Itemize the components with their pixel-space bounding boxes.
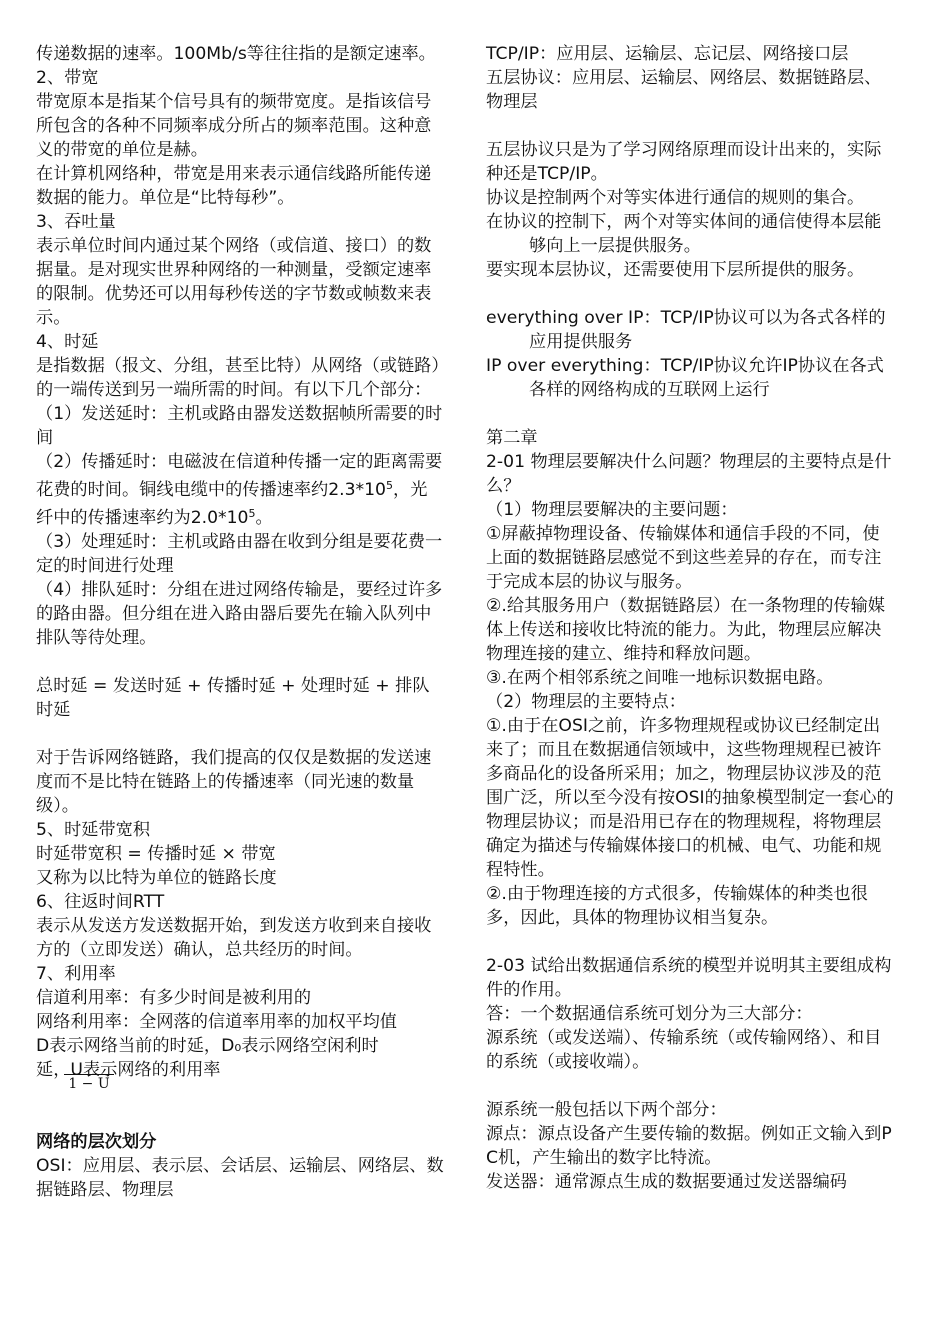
paragraph: 五层协议只是为了学习网络原理而设计出来的，实际种还是TCP/IP。 (486, 140, 882, 184)
list-item: ①屏蔽掉物理设备、传输媒体和通信手段的不同，使上面的数据链路层感觉不到这些差异的存在，而专注于完成本层的协议与服务。 (486, 524, 882, 592)
paragraph: 在协议的控制下，两个对等实体间的通信使得本层能够向上一层提供服务。 (486, 212, 882, 256)
question: 2-01 物理层要解决什么问题？物理层的主要特点是什么？ (486, 452, 892, 496)
paragraph: IP over everything：TCP/IP协议允许IP协议在各式各样的网络构成的互联网上运行 (486, 356, 884, 400)
spacer (486, 1074, 896, 1098)
paragraph: 对于告诉网络链路，我们提高的仅仅是数据的发送速度而不是比特在链路上的传播速率（同光速的数量级）。 (36, 748, 432, 816)
list-item: ①.由于在OSI之前，许多物理规程或协议已经制定出来了；而且在数据通信领域中，这些物理规程已被许多商品化的设备所采用；加之，物理层协议涉及的范围广泛，所以至今没有按OSI的抽象模型制定一套心的物理层协议；而是沿用已存在的物理规程，将物理层确定为描述与传输媒体接口的机械、电气、功能和规程特性。 (486, 716, 894, 880)
formula-line: 总时延 = 发送时延 + 传播时延 + 处理时延 + 排队时延 (36, 676, 430, 720)
section-heading: 4、时延 (36, 332, 99, 352)
spacer (36, 1106, 444, 1130)
text-run: （2）传播延时：电磁波在信道种传播一定的距离需要花费的时间。铜线电缆中的传播速率约2.3*10 (36, 452, 443, 500)
paragraph: 表示从发送方发送数据开始，到发送方收到来自接收方的（立即发送）确认，总共经历的时间。 (36, 916, 432, 960)
spacer (486, 282, 896, 306)
paragraph: 源点：源点设备产生要传输的数据。例如正文输入到PC机，产生输出的数字比特流。 (486, 1124, 892, 1168)
paragraph: 发送器：通常源点生成的数据要通过发送器编码 (486, 1172, 847, 1192)
paragraph: 要实现本层协议，还需要使用下层所提供的服务。 (486, 260, 865, 280)
section-heading: 3、吞吐量 (36, 212, 116, 232)
list-item (36, 450, 444, 530)
superscript: 5 (386, 479, 393, 492)
chapter-heading: 第二章 (486, 428, 538, 448)
paragraph: everything over IP：TCP/IP协议可以为各式各样的应用提供服务 (486, 308, 886, 352)
paragraph: 带宽原本是指某个信号具有的频带宽度。是指该信号所包含的各种不同频率成分所占的频率范围。这种意义的带宽的单位是赫。 (36, 92, 432, 160)
list-item: ②.给其服务用户（数据链路层）在一条物理的传输媒体上传送和接收比特流的能力。为此，物理层应解决物理连接的建立、维持和释放问题。 (486, 596, 885, 664)
section-heading: 网络的层次划分 (36, 1132, 157, 1152)
paragraph: 源系统一般包括以下两个部分： (486, 1100, 727, 1120)
paragraph: 在计算机网络种，带宽是用来表示通信线路所能传递数据的能力。单位是“比特每秒”。 (36, 164, 432, 208)
superscript: 5 (248, 507, 256, 520)
text-run: 。 (255, 508, 273, 528)
list-item: （4）排队延时：分组在进过网络传输是，要经过许多的路由器。但分组在进入路由器后要先在输入队列中排队等待处理。 (36, 580, 443, 648)
paragraph: 源系统（或发送端）、传输系统（或传输网络）、和目的系统（或接收端）。 (486, 1028, 882, 1072)
list-item: ②.由于物理连接的方式很多，传输媒体的种类也很多，因此，具体的物理协议相当复杂。 (486, 884, 868, 928)
paragraph: D表示网络当前的时延，D₀表示网络空闲利时 (36, 1036, 379, 1056)
right-column (486, 42, 896, 1194)
paragraph: 又称为以比特为单位的链路长度 (36, 868, 277, 888)
paragraph: 表示单位时间内通过某个网络（或信道、接口）的数据量。是对现实世界种网络的一种测量，受额定速率的限制。优势还可以用每秒传送的字节数或帧数来表示。 (36, 236, 432, 328)
paragraph: 信道利用率：有多少时间是被利用的 (36, 988, 312, 1008)
paragraph: 协议是控制两个对等实体进行通信的规则的集合。 (486, 188, 865, 208)
section-heading: 6、往返时间RTT (36, 892, 165, 912)
formula-line: 时延带宽积 = 传播时延 × 带宽 (36, 844, 276, 864)
list-item: （3）处理延时：主机或路由器在收到分组是要花费一定的时间进行处理 (36, 532, 443, 576)
fraction (80, 1052, 138, 1068)
paragraph: 是指数据（报文、分组，甚至比特）从网络（或链路）的一端传送到另一端所需的时间。有以下几个部分： (36, 356, 440, 400)
section-heading: 2、带宽 (36, 68, 99, 88)
paragraph: TCP/IP：应用层、运输层、忘记层、网络接口层 (486, 44, 849, 64)
spacer (486, 114, 896, 138)
text-run: ，光纤中的传播速率约为2.0*10 (36, 480, 428, 528)
spacer (36, 722, 444, 746)
paragraph: OSI：应用层、表示层、会话层、运输层、网络层、数据链路层、物理层 (36, 1156, 444, 1200)
spacer (36, 650, 444, 674)
left-column (36, 42, 444, 1202)
spacer (486, 402, 896, 426)
question: 2-03 试给出数据通信系统的模型并说明其主要组成构件的作用。 (486, 956, 892, 1000)
paragraph: 传递数据的速率。100Mb/s等往往指的是额定速率。 (36, 44, 436, 64)
paragraph: 网络利用率：全网落的信道率用率的加权平均值 (36, 1012, 397, 1032)
list-item: （1）发送延时：主机或路由器发送数据帧所需要的时间 (36, 404, 443, 448)
list-item: （1）物理层要解决的主要问题： (486, 500, 738, 520)
section-heading: 5、时延带宽积 (36, 820, 151, 840)
paragraph: 五层协议：应用层、运输层、网络层、数据链路层、物理层 (486, 68, 882, 112)
list-item: ③.在两个相邻系统之间唯一地标识数据电路。 (486, 668, 834, 688)
section-heading: 7、利用率 (36, 964, 116, 984)
fraction (60, 1074, 118, 1093)
fraction-denominator: 1 − U (68, 1076, 110, 1092)
paragraph: 答：一个数据通信系统可划分为三大部分： (486, 1004, 813, 1024)
spacer (486, 930, 896, 954)
fraction-block (36, 1076, 444, 1106)
list-item: （2）物理层的主要特点： (486, 692, 686, 712)
formula-caption: 延，U表示网络的利用率 (36, 1060, 221, 1080)
